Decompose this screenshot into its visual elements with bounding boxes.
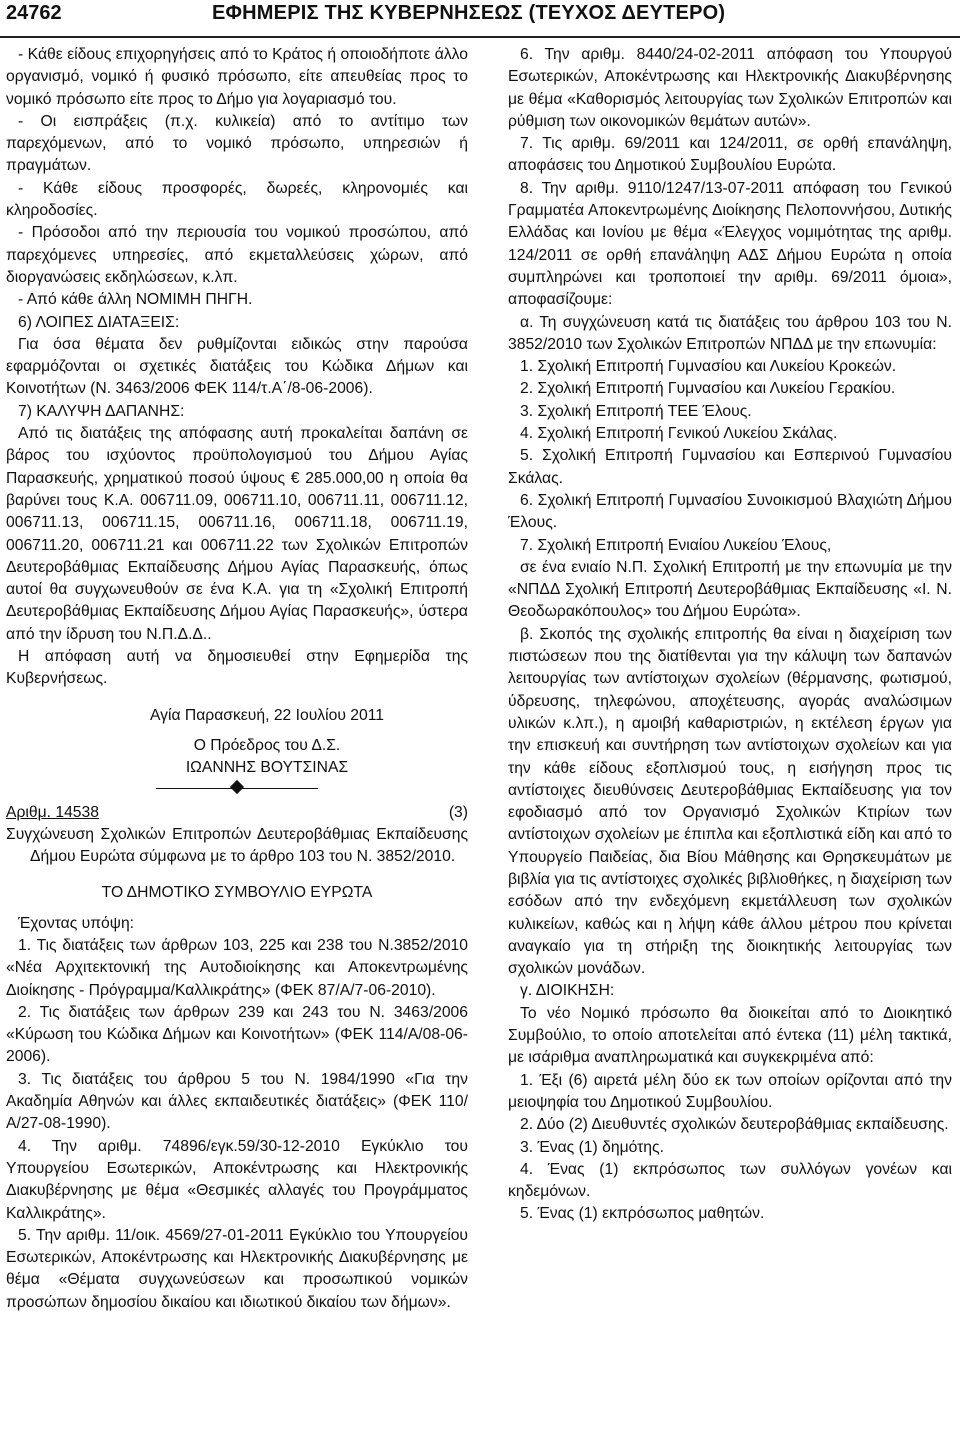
committee-item: 3. Σχολική Επιτροπή ΤΕΕ Έλους.: [520, 402, 752, 420]
page-number: 24762: [6, 2, 62, 24]
paragraph: α. Τη συγχώνευση κατά τις διατάξεις του άρθρου 103 του Ν. 3852/2010 των Σχολικών Επιτροπών ΝΠΔΔ με την επωνυμία:: [508, 313, 952, 353]
committee-item: 5. Σχολική Επιτροπή Γυμνασίου και Εσπερινού Γυμνασίου Σκάλας.: [508, 447, 952, 487]
paragraph: - Οι εισπράξεις (π.χ. κυλικεία) από το αντίτιμο των παρεχόμενων, από το νομικό πρόσωπο, υπηρεσιών ή πραγμάτων.: [6, 112, 468, 175]
paragraph: - Από κάθε άλλη ΝΟΜΙΜΗ ΠΗΓΗ.: [18, 291, 253, 309]
member-item: 3. Ένας (1) δημότης.: [520, 1138, 664, 1156]
committee-item: 4. Σχολική Επιτροπή Γενικού Λυκείου Σκάλας.: [520, 425, 838, 443]
list-item: 5. Την αριθμ. 11/οικ. 4569/27-01-2011 Εγκύκλιο του Υπουργείου Εσωτερικών, Αποκέντρωσης και Ηλεκτρονικής Διακυβέρνησης με θέμα «Θέματα συγχωνεύσεων και προσωπικού νομικών προσώπων δημοσίου δικαίου και ιδιωτικού δικαίου των δήμων».: [6, 1226, 468, 1311]
list-item: 2. Τις διατάξεις των άρθρων 239 και 243 του Ν. 3463/2006 «Κύρωση του Κώδικα Δήμων και Κοινοτήτων» (ΦΕΚ 114/Α/08-06-2006).: [6, 1003, 468, 1066]
list-item: 7. Τις αριθμ. 69/2011 και 124/2011, σε ορθή επανάληψη, αποφάσεις του Δημοτικού Συμβουλίου Ευρώτα.: [508, 135, 952, 175]
decision-title: Συγχώνευση Σχολικών Επιτροπών Δευτεροβάθμιας Εκπαίδευσης Δήμου Ευρώτα σύμφωνα με το άρθρο 103 του Ν. 3852/2010.: [6, 825, 468, 866]
section-divider: [6, 782, 468, 796]
committee-item: 6. Σχολική Επιτροπή Γυμνασίου Συνοικισμού Βλαχιώτη Δήμου Έλους.: [508, 491, 952, 532]
paragraph: - Κάθε είδους επιχορηγήσεις από το Κράτος ή οποιοδήποτε άλλο οργανισμό, νομικό ή φυσικό πρόσωπο, είτε απευθείας προς το νομικό πρόσωπο είτε προς το Δήμο για λογαριασμό του.: [6, 46, 468, 108]
spacer: [6, 868, 468, 882]
signature-role: Ο Πρόεδρος του Δ.Σ.: [193, 736, 341, 754]
member-item: 1. Έξι (6) αιρετά μέλη δύο εκ των οποίων ορίζονται από την μειοψηφία του Δημοτικού Συμβουλίου.: [508, 1071, 952, 1111]
spacer: [6, 691, 468, 705]
paragraph: Για όσα θέματα δεν ρυθμίζονται ειδικώς στην παρούσα εφαρμόζονται οι σχετικές διατάξεις του Κώδικα Δήμων και Κοινοτήτων (Ν. 3463/2006 ΦΕΚ 114/τ.Α΄/8-06-2006).: [6, 335, 468, 398]
page-header: [0, 0, 960, 38]
left-column: [6, 44, 468, 1314]
paragraph: Από τις διατάξεις της απόφασης αυτή προκαλείται δαπάνη σε βάρος του ισχύοντος προϋπολογισμού του Δήμου Αγίας Παρασκευής, χρηματικού ποσού ύψους € 285.000,00 η οποία θα βαρύνει τους Κ.Α. 006711.09, 006711.10, 006711.11, 006711.12, 006711.13, 006711.15, 006711.16, 006711.18, 006711.19, 006711.20, 006711.21 και 006711.22 των Σχολικών Επιτροπών Δευτεροβάθμιας Εκπαίδευσης Δήμου Αγίας Παρασκευής, όπως αυτοί θα συγχωνευθούν σε ένα Κ.Α. για τη «Σχολική Επιτροπή Δευτεροβάθμιας Εκπαίδευσης Δήμου Αγίας Παρασκευής», ύστερα από την ίδρυση του Ν.Π.Δ.Δ..: [6, 425, 468, 643]
spacer: [6, 905, 468, 913]
list-item: 4. Την αριθμ. 74896/εγκ.59/30-12-2010 Εγκύκλιο του Υπουργείου Εσωτερικών, Αποκέντρωσης και Ηλεκτρονικής Διακυβέρνησης με θέμα «Θεσμικές αλλαγές του Προγράμματος Καλλικράτης».: [6, 1137, 468, 1222]
diamond-icon: [230, 779, 244, 793]
spacer: [6, 727, 468, 735]
section-heading: γ. ΔΙΟΙΚΗΣΗ:: [520, 982, 615, 1000]
paragraph: Το νέο Νομικό πρόσωπο θα διοικείται από το Διοικητικό Συμβούλιο, το οποίο αποτελείται από έντεκα (11) μέλη τακτικά, με ισάριθμα αναπληρωματικά και συγκεκριμένα από:: [508, 1004, 952, 1067]
signature-place-date: Αγία Παρασκευή, 22 Ιουλίου 2011: [149, 706, 385, 724]
gazette-title: ΕΦΗΜΕΡΙΣ ΤΗΣ ΚΥΒΕΡΝΗΣΕΩΣ (ΤΕΥΧΟΣ ΔΕΥΤΕΡΟ): [212, 2, 726, 24]
paragraph: σε ένα ενιαίο Ν.Π. Σχολική Επιτροπή με την επωνυμία με την «ΝΠΔΔ Σχολική Επιτροπή Δευτεροβάθμιας Εκπαίδευσης «Ι. Ν. Θεοδωρακόπουλος» του Δήμου Ευρώτα».: [508, 558, 952, 621]
committee-item: 7. Σχολική Επιτροπή Ενιαίου Λυκείου Έλους,: [520, 536, 832, 554]
section-heading: 6) ΛΟΙΠΕΣ ΔΙΑΤΑΞΕΙΣ:: [18, 313, 180, 331]
committee-item: 2. Σχολική Επιτροπή Γυμνασίου και Λυκείου Γερακίου.: [520, 380, 896, 398]
having-heading: Έχοντας υπόψη:: [18, 914, 135, 932]
right-column: [508, 44, 952, 1226]
section-heading: 7) ΚΑΛΥΨΗ ΔΑΠΑΝΗΣ:: [18, 402, 185, 420]
signature-name: ΙΩΑΝΝΗΣ ΒΟΥΤΣΙΝΑΣ: [185, 759, 349, 777]
list-item: 3. Τις διατάξεις του άρθρου 5 του Ν. 1984/1990 «Για την Ακαδημία Αθηνών και άλλες εκπαιδευτικές διατάξεις» (ΦΕΚ 110/Α/27-08-1990).: [6, 1070, 468, 1133]
member-item: 4. Ένας (1) εκπρόσωπος των συλλόγων γονέων και κηδεμόνων.: [508, 1160, 952, 1201]
list-item: 1. Τις διατάξεις των άρθρων 103, 225 και 238 του Ν.3852/2010 «Νέα Αρχιτεκτονική της Αυτοδιοίκησης και Αποκεντρωμένης Διοίκησης - Πρόγραμμα/Καλλικράτης» (ΦΕΚ 87/Α/7-06-2010).: [6, 936, 468, 999]
committee-item: 1. Σχολική Επιτροπή Γυμνασίου και Λυκείου Κροκεών.: [520, 358, 897, 376]
member-item: 2. Δύο (2) Διευθυντές σχολικών δευτεροβάθμιας εκπαίδευσης.: [520, 1116, 949, 1134]
decision-marker: (3): [448, 803, 468, 821]
decision-header: [6, 802, 468, 824]
list-item: 8. Την αριθμ. 9110/1247/13-07-2011 απόφαση του Γενικού Γραμματέα Αποκεντρωμένης Διοίκησης Πελοποννήσου, Δυτικής Ελλάδας και Ιονίου με θέμα «Έλεγχος νομιμότητας της αριθμ. 124/2011 σε ορθή επανάληψη ΑΔΣ Δήμου Ευρώτα η οποία συμπληρώνει και τροποποιεί την αριθμ. 69/2011 όμοια», αποφασίζουμε:: [508, 179, 952, 309]
paragraph: - Πρόσοδοι από την περιουσία του νομικού προσώπου, από παρεχόμενες υπηρεσίες, από εκμεταλλεύσεις χώρων, από διοργανώσεις εκδηλώσεων, κ.λπ.: [6, 224, 468, 286]
paragraph: β. Σκοπός της σχολικής επιτροπής θα είναι η διαχείριση των πιστώσεων που της διατίθενται για την κάλυψη των δαπανών λειτουργίας των αντίστοιχων σχολείων (θέρμανσης, φωτισμού, ύδρευσης, τηλεφώνου, αποχέτευσης, αγοράς αναλώσιμων υλικών κ.λπ.), η αμοιβή καθαριστριών, η εκτέλεση έργων για την επισκευή και συντήρηση των αντίστοιχων σχολείων και για την κάθε είδους εξοπλισμού τους, η εισήγηση προς τις αντίστοιχες διευθύνσεις Δευτεροβάθμιας Εκπαίδευσης για τον εφοδιασμό από τον Οργανισμό Σχολικών Κτιρίων των αντίστοιχων σχολείων με έπιπλα και εξοπλιστικά είδη και από το Υπουργείο Παιδείας, δια Βίου Μάθησης και Θρησκευμάτων με βιβλία για τις αντίστοιχες σχολικές βιβλιοθήκες, η διαχείριση των εσόδων από την ενδεχόμενη εκμετάλλευση των σχολικών κυλικείων, καθώς και η λήψη κάθε άλλου μέτρου που κρίνεται αναγκαίο για τη στήριξη της διοικητικής λειτουργίας των σχολικών μονάδων.: [508, 625, 952, 978]
paragraph: Η απόφαση αυτή να δημοσιευθεί στην Εφημερίδα της Κυβερνήσεως.: [6, 648, 468, 688]
council-heading: ΤΟ ΔΗΜΟΤΙΚΟ ΣΥΜΒΟΥΛΙΟ ΕΥΡΩΤΑ: [101, 884, 373, 902]
paragraph: - Κάθε είδους προσφορές, δωρεές, κληρονομιές και κληροδοσίες.: [6, 179, 468, 220]
list-item: 6. Την αριθμ. 8440/24-02-2011 απόφαση του Υπουργού Εσωτερικών, Αποκέντρωσης και Ηλεκτρονικής Διακυβέρνησης με θέμα «Καθορισμός λειτουργίας των Σχολικών Επιτροπών και ρύθμιση των οικονομικών θεμάτων αυτών».: [508, 46, 952, 130]
member-item: 5. Ένας (1) εκπρόσωπος μαθητών.: [520, 1205, 765, 1223]
decision-number: Αριθμ. 14538: [6, 803, 99, 821]
